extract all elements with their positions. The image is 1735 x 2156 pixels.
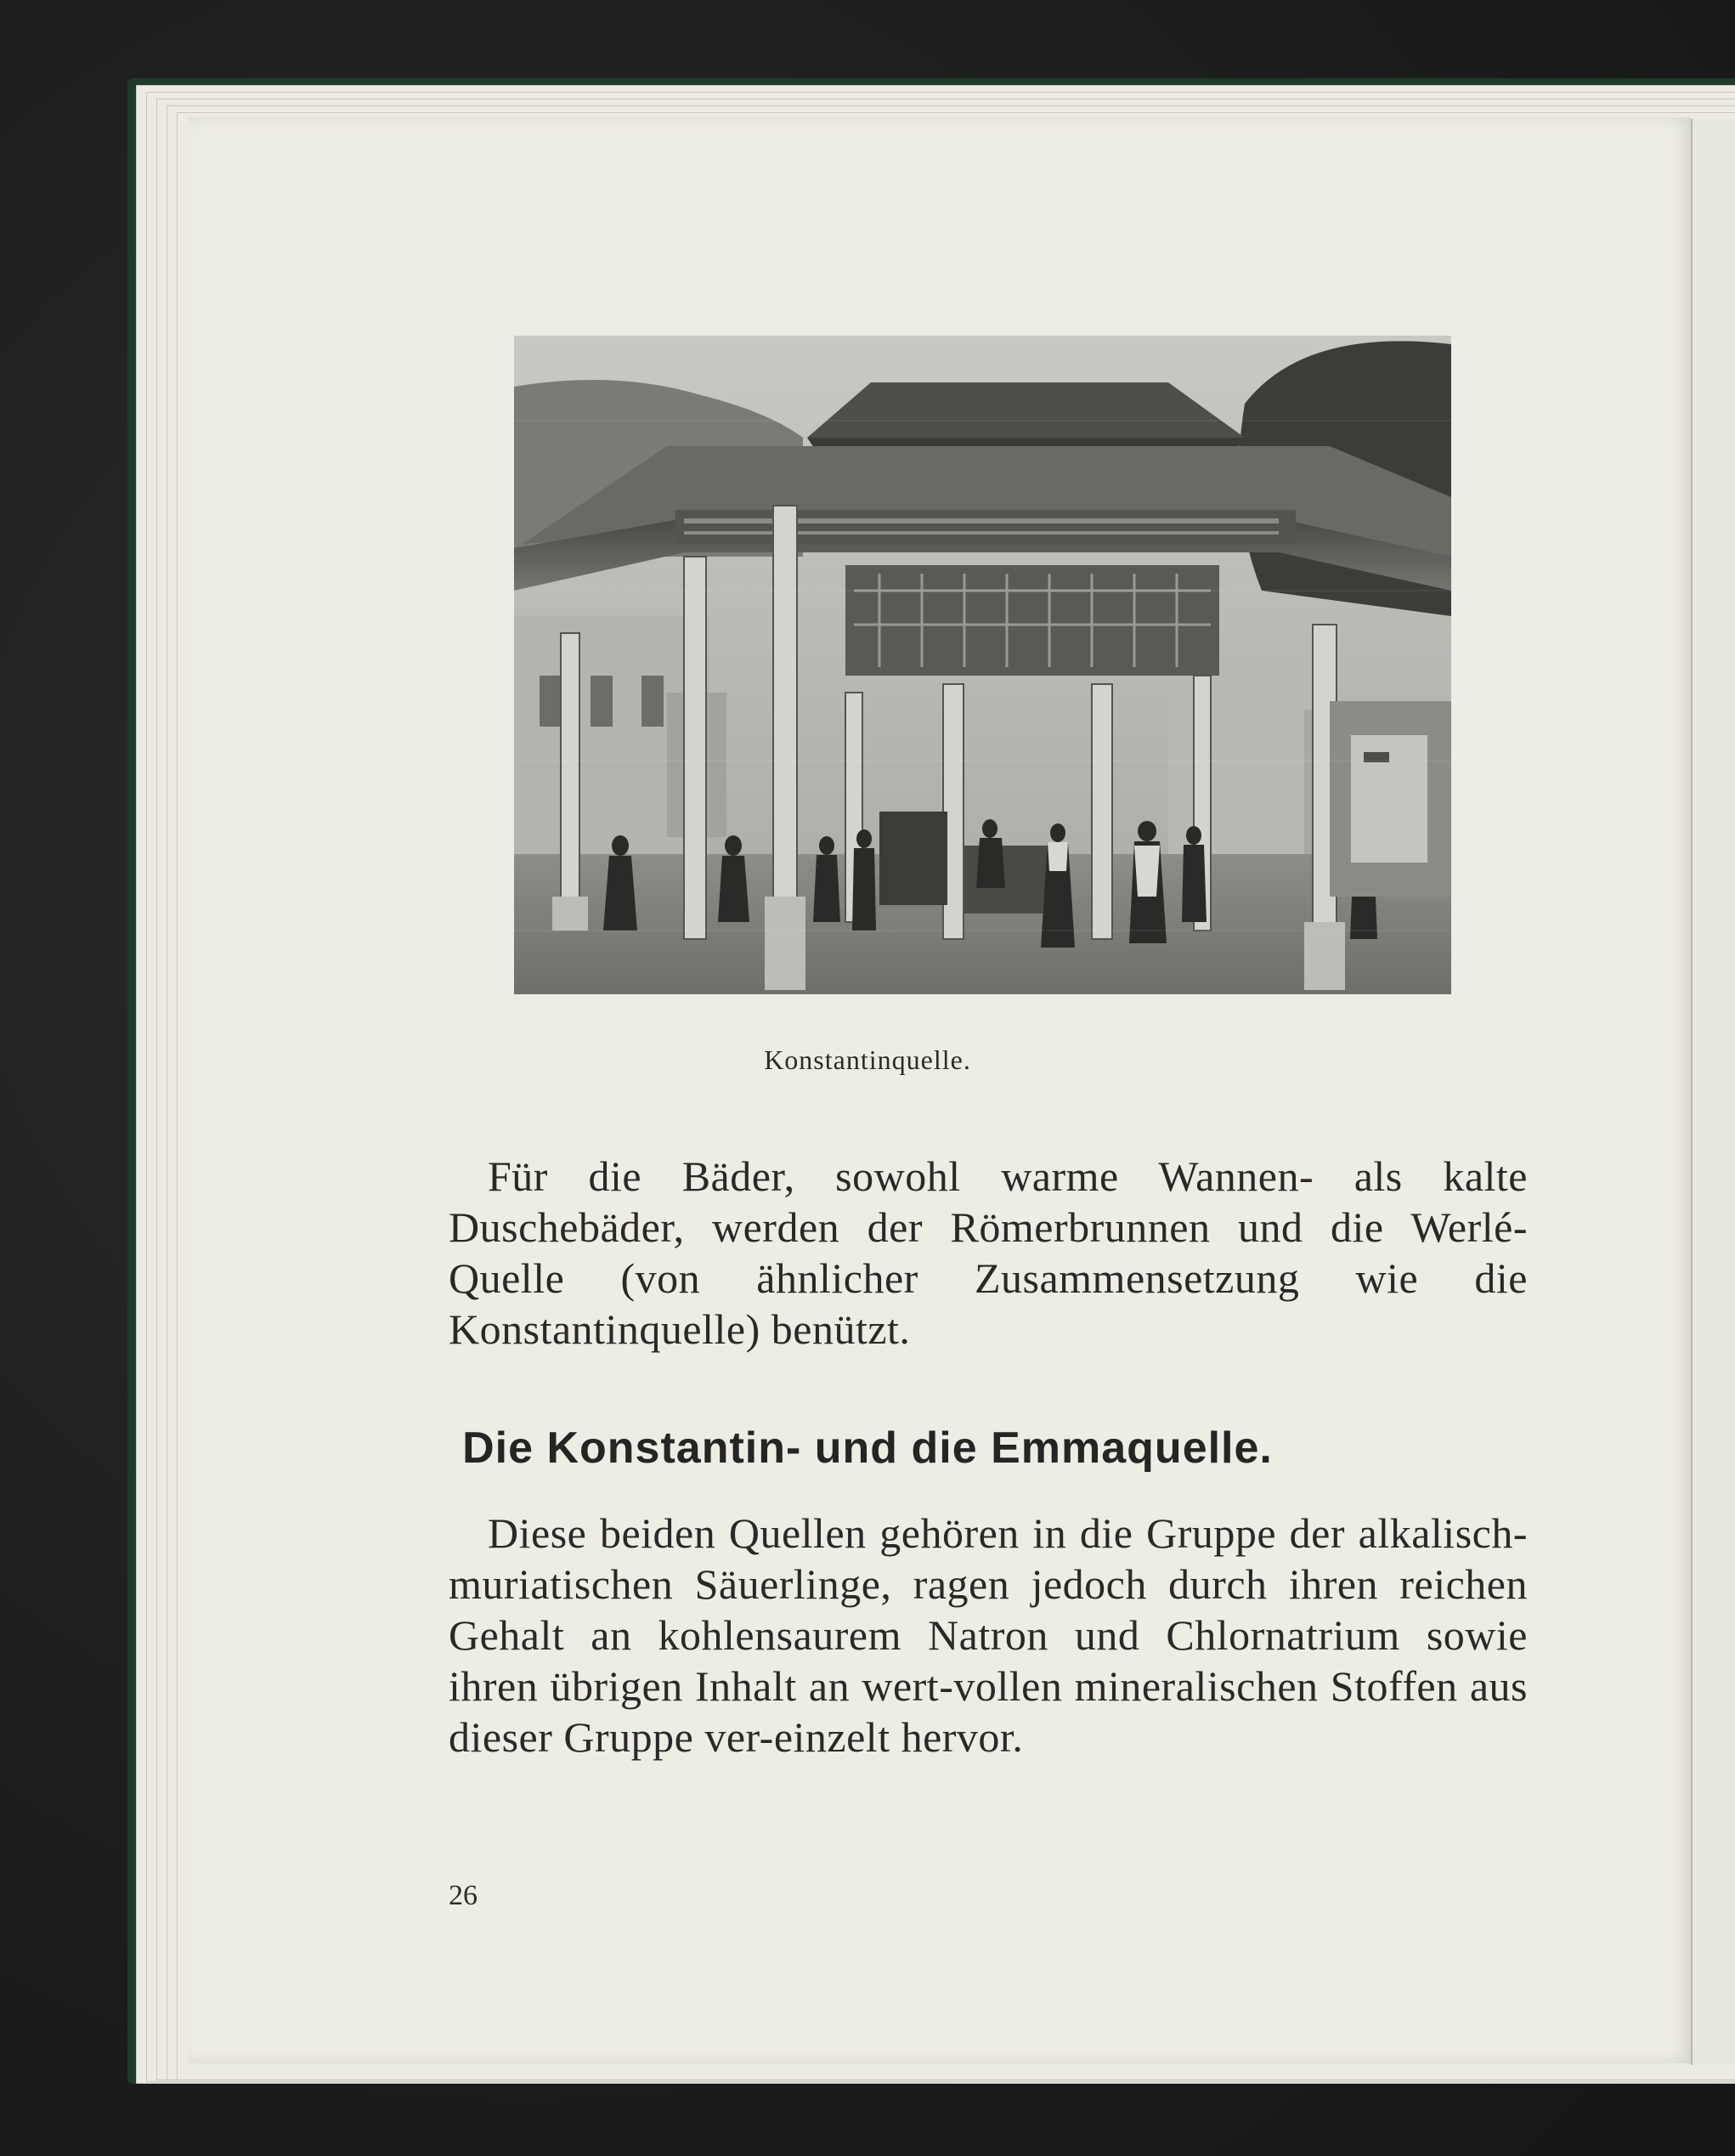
section-heading: Die Konstantin- und die Emmaquelle. [462, 1423, 1273, 1473]
facing-page-edge [1691, 119, 1735, 2065]
body-paragraph-2 [449, 1508, 1528, 1763]
body-paragraph-1 [449, 1151, 1528, 1355]
page-number: 26 [449, 1880, 478, 1911]
photo-caption: Konstantinquelle. [764, 1044, 971, 1075]
pavilion-photograph [514, 336, 1451, 994]
body-paragraph-2-text: Diese beiden Quellen gehören in die Gruppe der alkalisch-muriatischen Säuerlinge, ragen jedoch durch ihren reichen Gehalt an kohlensaurem Natron und Chlornatrium sowie ihren übrigen Inhalt an wert-vollen mineralischen Stoffen aus dieser Gruppe ver-einzelt hervor. [449, 1509, 1528, 1761]
body-paragraph-1-text: Für die Bäder, sowohl warme Wannen- als kalte Duschebäder, werden der Römerbrunnen und die Werlé-Quelle (von ähnlicher Zusammensetzung wie die Konstantinquelle) benützt. [449, 1152, 1528, 1353]
